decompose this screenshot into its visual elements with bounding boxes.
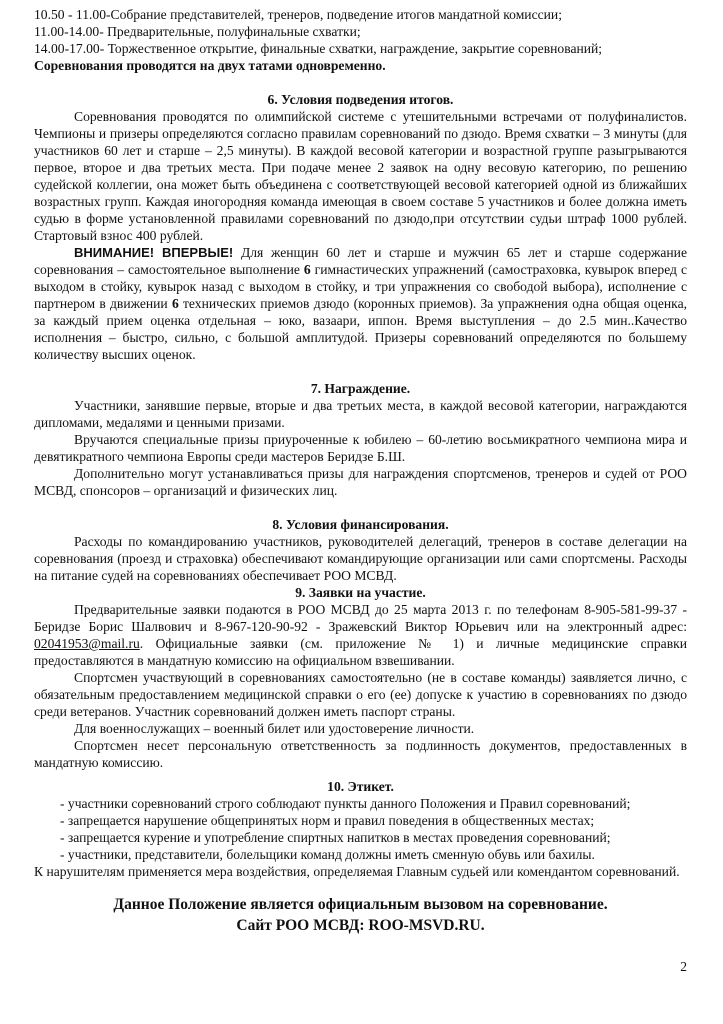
section-8-paragraph: Расходы по командированию участников, руководителей делегаций, тренеров в составе делегации на соревнования (проезд и страховка) обеспечивают командирующие организации или сами спортсмены. Расходы на питание судей на соревнованиях обеспечивает РОО МСВД. bbox=[34, 534, 687, 583]
list-item: - участники, представители, болельщики команд должны иметь сменную обувь или бахилы. bbox=[60, 847, 595, 862]
schedule-line: 14.00-17.00- Торжественное открытие, финальные схватки, награждение, закрытие соревнований; bbox=[34, 41, 603, 56]
section-7-title: 7. Награждение. bbox=[310, 381, 411, 396]
section-7-paragraph: Вручаются специальные призы приуроченные к юбилею – 60-летию восьмикратного чемпиона мира и девятикратного чемпиона Европы среди мастеров Беридзе Б.Ш. bbox=[34, 432, 687, 464]
attention-label: ВНИМАНИЕ! ВПЕРВЫЕ! bbox=[74, 245, 234, 260]
schedule-line: 11.00-14.00- Предварительные, полуфинальные схватки; bbox=[34, 24, 361, 39]
section-9-paragraph: Предварительные заявки подаются в РОО МСВД до 25 марта 2013 г. по телефонам 8-905-581-99-37 - Беридзе Борис Шалвович и 8-967-120-90-92 - Зражевский Виктор Юрьевич или на электронный адрес: 02041953@mail.ru. Официальные заявки (см. приложение № 1) и личные медицинские справки предоставляются в мандатную комиссию на официальном взвешивании. bbox=[34, 602, 687, 668]
page-number: 2 bbox=[680, 959, 687, 974]
section-7-paragraph: Участники, занявшие первые, вторые и два третьих места, в каждой весовой категории, награждаются дипломами, медалями и ценными призами. bbox=[34, 398, 687, 430]
list-item: - запрещается нарушение общепринятых норм и правил поведения в общественных местах; bbox=[60, 813, 595, 828]
section-6-attention-paragraph: ВНИМАНИЕ! ВПЕРВЫЕ! Для женщин 60 лет и старше и мужчин 65 лет и старше содержание соревнования – самостоятельное выполнение 6 гимнастических упражнений (самостраховка, кувырок вперед с выходом в стойку, кувырок назад с выходом в стойку, и три упражнения со свободой выбора), исполнение с партнером в движении 6 технических приемов дзюдо (коронных приемов). За упражнения одна общая оценка, за каждый прием оценка отдельная – юко, вазаари, иппон. Время выступления – до 2.5 мин..Качество исполнения – быстро, сильно, с большой амплитудой. Призеры соревнований определяются по большему количеству высших оценок. bbox=[34, 245, 687, 362]
section-9-paragraph: Спортсмен несет персональную ответственность за подлинность документов, предоставленных в мандатную комиссию. bbox=[34, 738, 687, 770]
section-10-title: 10. Этикет. bbox=[327, 779, 394, 794]
email-link[interactable]: 02041953@mail.ru bbox=[34, 636, 140, 651]
section-6-paragraph: Соревнования проводятся по олимпийской системе с утешительными встречами от полуфиналистов. Чемпионы и призеры определяются согласно правилам соревнований по дзюдо. Время схватки – 3 минуты (для участников 60 лет и старше – 2,5 минуты). В каждой весовой категории и возрастной группе разыгрываются первое, второе и два третьих места. При подаче менее 2 заявок на одну весовую категорию, по решению судейской коллегии, она может быть объединена с соответствующей весовой категорией одной из ближайших возрастных групп. Каждая иногородняя команда имеющая в своем составе 5 участников и более должна иметь судью в форме установленной правилами соревнований по дзюдо,при отсутствии судьи штраф 1000 рублей. Стартовый взнос 400 рублей. bbox=[34, 109, 687, 243]
schedule-block bbox=[34, 6, 687, 74]
list-item: - участники соревнований строго соблюдают пункты данного Положения и Правил соревнований; bbox=[60, 796, 631, 811]
section-9-paragraph: Для военнослужащих – военный билет или удостоверение личности. bbox=[74, 721, 475, 736]
section-8-title: 8. Условия финансирования. bbox=[272, 517, 449, 532]
schedule-note: Соревнования проводятся на двух татами одновременно. bbox=[34, 58, 386, 73]
etiquette-list bbox=[34, 795, 687, 863]
section-9-title: 9. Заявки на участие. bbox=[295, 585, 426, 600]
section-10-paragraph: К нарушителям применяется мера воздействия, определяемая Главным судьей или комендантом соревнований. bbox=[34, 864, 680, 879]
section-7-paragraph: Дополнительно могут устанавливаться призы для награждения спортсменов, тренеров и судей от РОО МСВД, спонсоров – организаций и физических лиц. bbox=[34, 466, 687, 498]
schedule-line: 10.50 - 11.00-Собрание представителей, тренеров, подведение итогов мандатной комиссии; bbox=[34, 7, 562, 22]
section-6-title: 6. Условия подведения итогов. bbox=[267, 92, 454, 107]
official-call-line: Данное Положение является официальным вызовом на соревнование. bbox=[113, 896, 608, 913]
list-item: - запрещается курение и употребление спиртных напитков в местах проведения соревнований; bbox=[60, 830, 611, 845]
website-line: Сайт РОО МСВД: ROO-MSVD.RU. bbox=[236, 917, 485, 934]
section-9-paragraph: Спортсмен участвующий в соревнованиях самостоятельно (не в составе команды) заявляется лично, с обязательным предоставлением медицинской справки о его (ее) допуске к участию в соревнованиях по дзюдо среди ветеранов. Участник соревнований должен иметь паспорт страны. bbox=[34, 670, 687, 719]
